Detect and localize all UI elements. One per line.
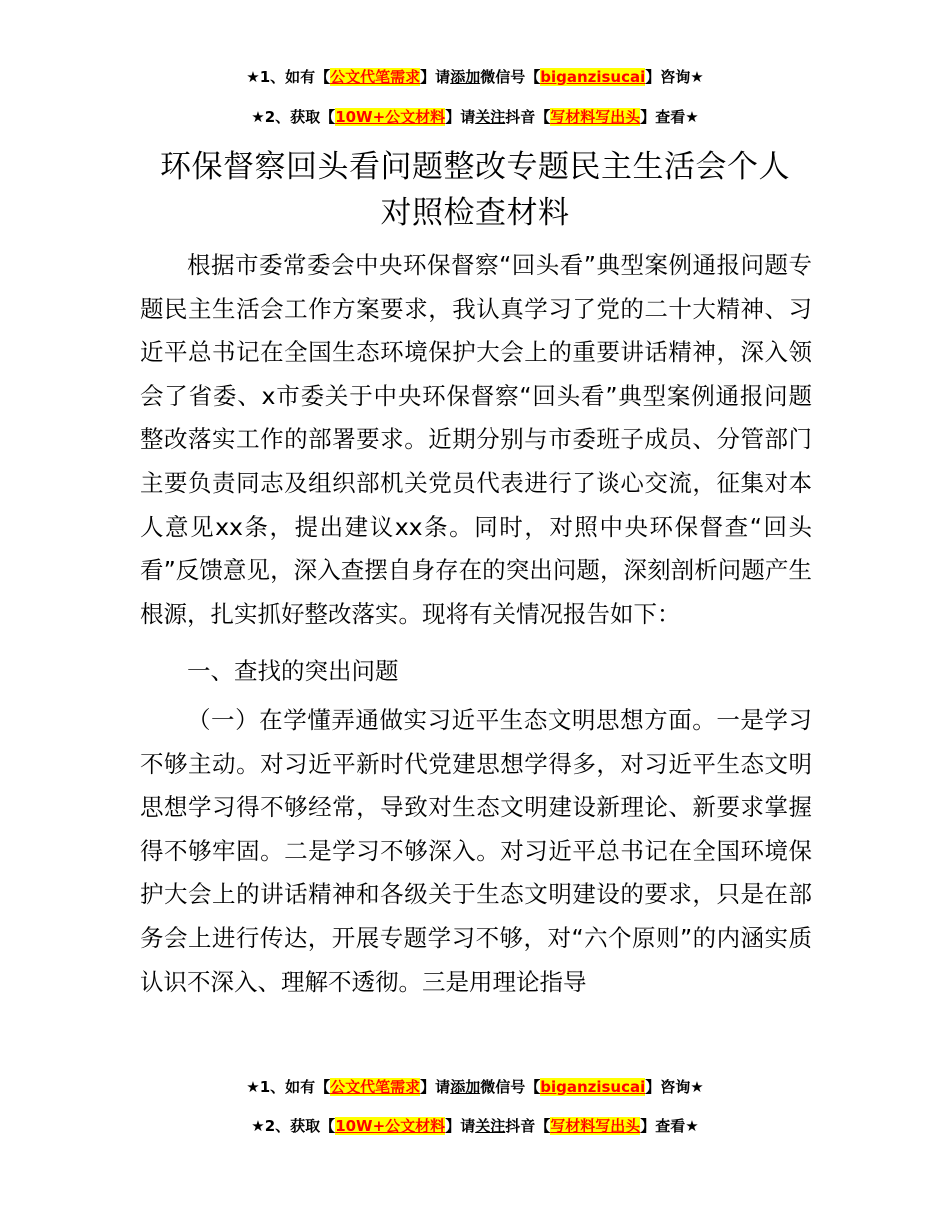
promo-text: 】咨询★ (645, 1078, 704, 1096)
document-title-line-2: 对照检查材料 (380, 195, 570, 231)
promo-text: ★1、如有【 (246, 68, 331, 86)
promo-text: 】请 (445, 1117, 476, 1135)
promo-line-2-top (0, 106, 950, 128)
promo-underlined: 关注 (475, 108, 506, 126)
promo-text: 微信号【 (480, 68, 541, 86)
promo-line-1-top (0, 66, 950, 88)
promo-underlined: 添加 (450, 68, 481, 86)
promo-text: 】查看★ (640, 108, 699, 126)
promo-highlight: 10W+公文材料 (335, 1117, 446, 1135)
promo-text: 】请 (420, 1078, 451, 1096)
promo-text: 抖音【 (505, 1117, 551, 1135)
body-paragraph: （一）在学懂弄通做实习近平生态文明思想方面。一是学习不够主动。对习近平新时代党建思想学得多，对习近平生态文明思想学习得不够经常，导致对生态文明建设新理论、新要求掌握得不够牢固。二是学习不够深入。对习近平总书记在全国环境保护大会上的讲话精神和各级关于生态文明建设的要求，只是在部务会上进行传达，开展专题学习不够，对“六个原则”的内涵实质认识不深入、理解不透彻。三是用理论指导 (140, 705, 812, 996)
promo-text: ★1、如有【 (246, 1078, 331, 1096)
promo-text: 】咨询★ (645, 68, 704, 86)
promo-underlined: 关注 (475, 1117, 506, 1135)
promo-wechat-id: biganzisucai (540, 1078, 646, 1096)
promo-text: 】请 (420, 68, 451, 86)
promo-wechat-id: biganzisucai (540, 68, 646, 86)
promo-text: 抖音【 (505, 108, 551, 126)
promo-text: 微信号【 (480, 1078, 541, 1096)
promo-douyin-id: 写材料写出头 (550, 1117, 641, 1135)
promo-highlight: 10W+公文材料 (335, 108, 446, 126)
document-title-line-1: 环保督察回头看问题整改专题民主生活会个人 (160, 149, 790, 185)
promo-line-2-bottom (0, 1115, 950, 1137)
promo-text: ★2、获取【 (251, 1117, 336, 1135)
promo-highlight: 公文代笔需求 (330, 1078, 421, 1096)
promo-highlight: 公文代笔需求 (330, 68, 421, 86)
promo-line-1-bottom (0, 1076, 950, 1098)
promo-text: ★2、获取【 (251, 108, 336, 126)
promo-text: 】查看★ (640, 1117, 699, 1135)
intro-paragraph: 根据市委常委会中央环保督察“回头看”典型案例通报问题专题民主生活会工作方案要求，我认真学习了党的二十大精神、习近平总书记在全国生态环境保护大会上的重要讲话精神，深入领会了省委、x市委关于中央环保督察“回头看”典型案例通报问题整改落实工作的部署要求。近期分别与市委班子成员、分管部门主要负责同志及组织部机关党员代表进行了谈心交流，征集对本人意见xx条，提出建议xx条。同时，对照中央环保督查“回头看”反馈意见，深入查摆自身存在的突出问题，深刻剖析问题产生根源，扎实抓好整改落实。现将有关情况报告如下： (140, 251, 812, 628)
section-heading: 一、查找的突出问题 (187, 657, 399, 686)
promo-text: 】请 (445, 108, 476, 126)
promo-douyin-id: 写材料写出头 (550, 108, 641, 126)
document-body (140, 244, 812, 1004)
promo-underlined: 添加 (450, 1078, 481, 1096)
